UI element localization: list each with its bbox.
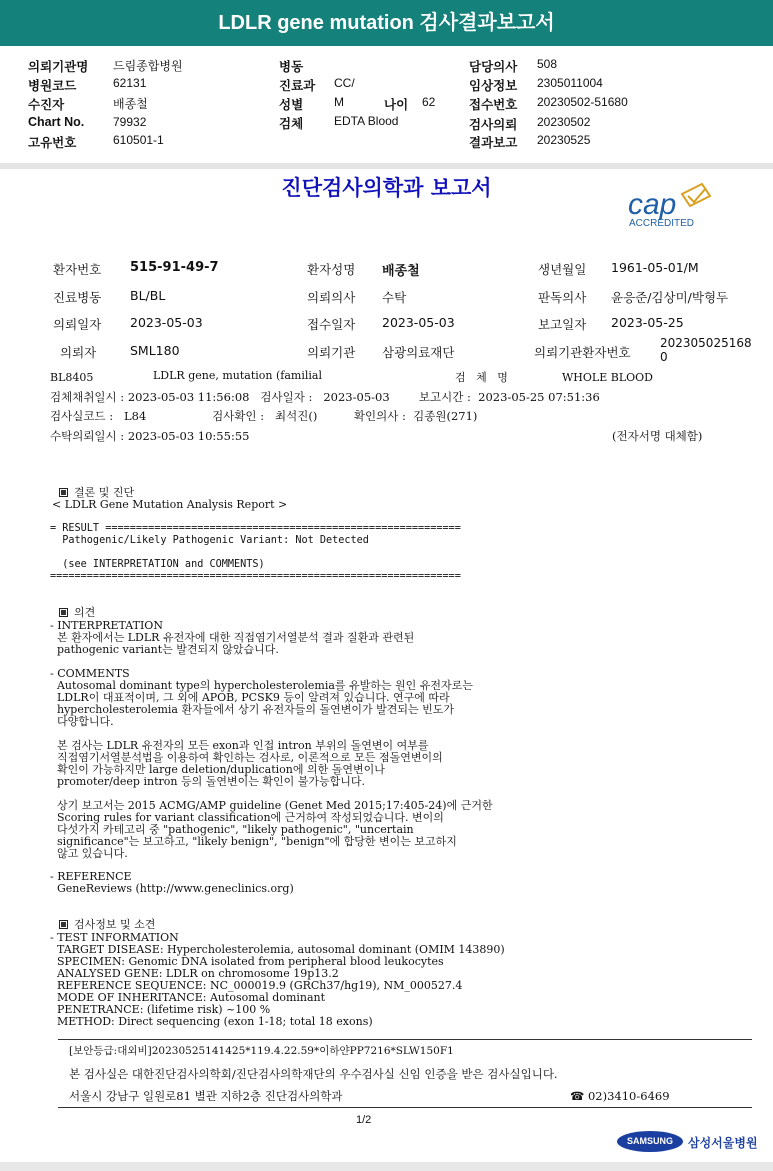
patient-value: 2023-05-03 <box>382 315 455 330</box>
patient-value: 202305025168 0 <box>660 336 752 364</box>
certification-line: 본 검사실은 대한진단검사의학회/진단검사의학재단의 우수검사실 신임 인증을 받은 검사실입니다. <box>69 1067 558 1081</box>
section-opinion <box>52 595 95 619</box>
header-label: 검체 <box>279 117 304 131</box>
patient-value: 1961-05-01/M <box>611 260 699 275</box>
report-heading: < LDLR Gene Mutation Analysis Report > <box>52 498 288 511</box>
hospital-name: 삼성서울병원 <box>688 1136 758 1150</box>
header-value: 2305011004 <box>537 76 603 90</box>
cap-accredited-text: ACCREDITED <box>629 218 695 229</box>
patient-label: 의뢰자 <box>60 345 97 360</box>
header-value: 20230525 <box>537 133 591 147</box>
patient-label: 의뢰기관환자번호 <box>534 345 631 360</box>
section-title: 검사정보 및 소견 <box>74 918 156 931</box>
test-info-line: 수탁의뢰일시 : 2023-05-03 10:55:55 <box>50 429 250 443</box>
patient-value: 윤응준/김상미/박형두 <box>611 290 729 305</box>
header-label: 나이 <box>384 98 409 112</box>
header-label: 성별 <box>279 98 304 112</box>
patient-label: 생년월일 <box>538 262 587 277</box>
patient-label: 판독의사 <box>538 290 587 305</box>
header-value: CC/ <box>334 76 355 90</box>
footer-divider <box>58 1039 752 1040</box>
header-label: 병원코드 <box>28 79 77 93</box>
patient-value: 2023-05-25 <box>611 315 684 330</box>
specimen-label: 검 체 명 <box>455 371 508 384</box>
security-line: [보안등급:대외비]20230525141425*119.4.22.59*이하얀PP7216*SLW150F1 <box>69 1045 454 1057</box>
section-title: 의견 <box>74 606 96 619</box>
header-label: 병동 <box>279 60 304 74</box>
section-marker-icon <box>59 608 68 617</box>
testinfo-block: - TEST INFORMATION TARGET DISEASE: Hypercholesterolemia, autosomal dominant (OMIM 143890) SPECIMEN: Genomic DNA isolated from peripheral blood leukocytes ANALYSED GENE: LDLR on chromosome 19p13.2 REFERENCE SEQUENCE: NC_000019.9 (GRCh37/hg19), NM_000527.4 MODE OF INHERITANCE: Autosomal dominant PENETRANCE: (lifetime risk) ~100 % METHOD: Direct sequencing (exon 1-18; total 18 exons) <box>50 931 505 1028</box>
page-number: 1/2 <box>356 1114 372 1126</box>
header-value: 드림종합병원 <box>113 59 183 73</box>
comments-block: - COMMENTS Autosomal dominant type의 hypercholesterolemia를 유발하는 원인 유전자로는 LDLR이 대표적이며, 그 외에 APOB, PCSK9 등이 알려져 있습니다. 연구에 따라 hypercholesterolemia 환자들에서 상기 유전자들의 돌연변이가 발견되는 빈도가 다양합니다. 본 검사는 LDLR 유전자의 모든 exon과 인접 intron 부위의 돌연변이 여부를 직접염기서열분석법을 이용하여 확인하는 검사로, 이론적으로 모든 점돌연변이의 확인이 가능하지만 large deletion/duplication에 의한 돌연변이나 promoter/deep intron 등의 돌연변이는 확인이 불가능합니다. 상기 보고서는 2015 ACMG/AMP guideline (Genet Med 2015;17:405-24)에 근거한 Scoring rules for variant classification에 근거하여 작성되었습니다. 변이의 다섯가지 카테고리 중 "pathogenic", "likely pathogenic", "uncertain significance"는 보고하고, "likely benign", "benign"에 합당한 변이는 보고하지 않고 있습니다. <box>50 667 493 860</box>
section-testinfo <box>52 907 155 931</box>
header-label: 의뢰기관명 <box>28 60 89 74</box>
header-separator <box>0 163 773 169</box>
samsung-logo: SAMSUNG <box>617 1131 683 1152</box>
report-main-title: LDLR gene mutation 검사결과보고서 <box>0 0 773 46</box>
patient-label: 접수일자 <box>307 317 356 332</box>
patient-value: 삼광의료재단 <box>382 345 455 360</box>
patient-value: 배종철 <box>382 264 420 279</box>
interpretation-block: - INTERPRETATION 본 환자에서는 LDLR 유전자에 대한 직접염기서열분석 결과 질환과 관련된 pathogenic variant는 발견되지 않았습니다. <box>50 619 415 656</box>
reference-block: - REFERENCE GeneReviews (http://www.geneclinics.org) <box>50 870 294 895</box>
page-bottom-band <box>0 1162 773 1171</box>
test-name: LDLR gene, mutation (familial <box>153 369 322 382</box>
esign-note: (전자서명 대체함) <box>612 429 703 443</box>
header-label: 수진자 <box>28 98 65 112</box>
header-label: 고유번호 <box>28 136 77 150</box>
header-label: 진료과 <box>279 79 316 93</box>
header-value: 20230502-51680 <box>537 95 628 109</box>
cap-logo-text: cap <box>628 188 677 221</box>
result-block: = RESULT ========================================================== Pathogenic/Likely Pathogenic Variant: Not Detected (see INTERPRETATION and COMMENTS) =================================================================== <box>50 523 461 582</box>
header-label: 임상정보 <box>469 79 518 93</box>
patient-value: 수탁 <box>382 290 407 305</box>
patient-value: 515-91-49-7 <box>130 260 219 275</box>
report-title: 진단검사의학과 보고서 <box>281 175 492 200</box>
patient-label: 의뢰의사 <box>307 290 356 305</box>
patient-label: 보고일자 <box>538 317 587 332</box>
header-label: 담당의사 <box>469 60 518 74</box>
section-marker-icon <box>59 488 68 497</box>
patient-value: BL/BL <box>130 288 166 303</box>
header-value: 508 <box>537 57 558 71</box>
header-value: 62 <box>422 95 436 109</box>
patient-label: 환자성명 <box>307 262 356 277</box>
patient-value: 2023-05-03 <box>130 315 203 330</box>
patient-label: 진료병동 <box>53 290 102 305</box>
patient-value: SML180 <box>130 343 180 358</box>
footer-divider <box>58 1107 752 1108</box>
specimen-value: WHOLE BLOOD <box>562 371 653 384</box>
test-info-line: 검체채취일시 : 2023-05-03 11:56:08 검사일자 : 2023-05-03 보고시간 : 2023-05-25 07:51:36 <box>50 390 600 404</box>
cap-check-icon <box>682 184 710 206</box>
header-value: 610501-1 <box>113 133 164 147</box>
test-info-line: 검사실코드 : L84 검사확인 : 최석진() 확인의사 : 김종원(271) <box>50 409 478 423</box>
header-value: EDTA Blood <box>334 114 399 128</box>
header-value: 20230502 <box>537 115 591 129</box>
patient-label: 의뢰일자 <box>53 317 102 332</box>
phone-line: ☎ 02)3410-6469 <box>570 1089 670 1103</box>
header-value: 79932 <box>113 115 147 129</box>
test-code: BL8405 <box>50 371 94 384</box>
header-label: 접수번호 <box>469 98 518 112</box>
header-info <box>0 46 773 166</box>
header-value: 62131 <box>113 76 147 90</box>
header-label: Chart No. <box>28 115 85 129</box>
section-marker-icon <box>59 920 68 929</box>
section-title: 결론 및 진단 <box>74 486 135 499</box>
section-conclusion <box>52 475 134 499</box>
header-value: 배종철 <box>113 97 148 111</box>
patient-label: 의뢰기관 <box>307 345 356 360</box>
header-label: 검사의뢰 <box>469 118 518 132</box>
header-label: 결과보고 <box>469 136 518 150</box>
cap-accredited-logo <box>624 180 736 230</box>
header-value: M <box>334 95 344 109</box>
address-line: 서울시 강남구 일원로81 별관 지하2층 진단검사의학과 <box>69 1089 343 1103</box>
patient-label: 환자번호 <box>53 262 102 277</box>
